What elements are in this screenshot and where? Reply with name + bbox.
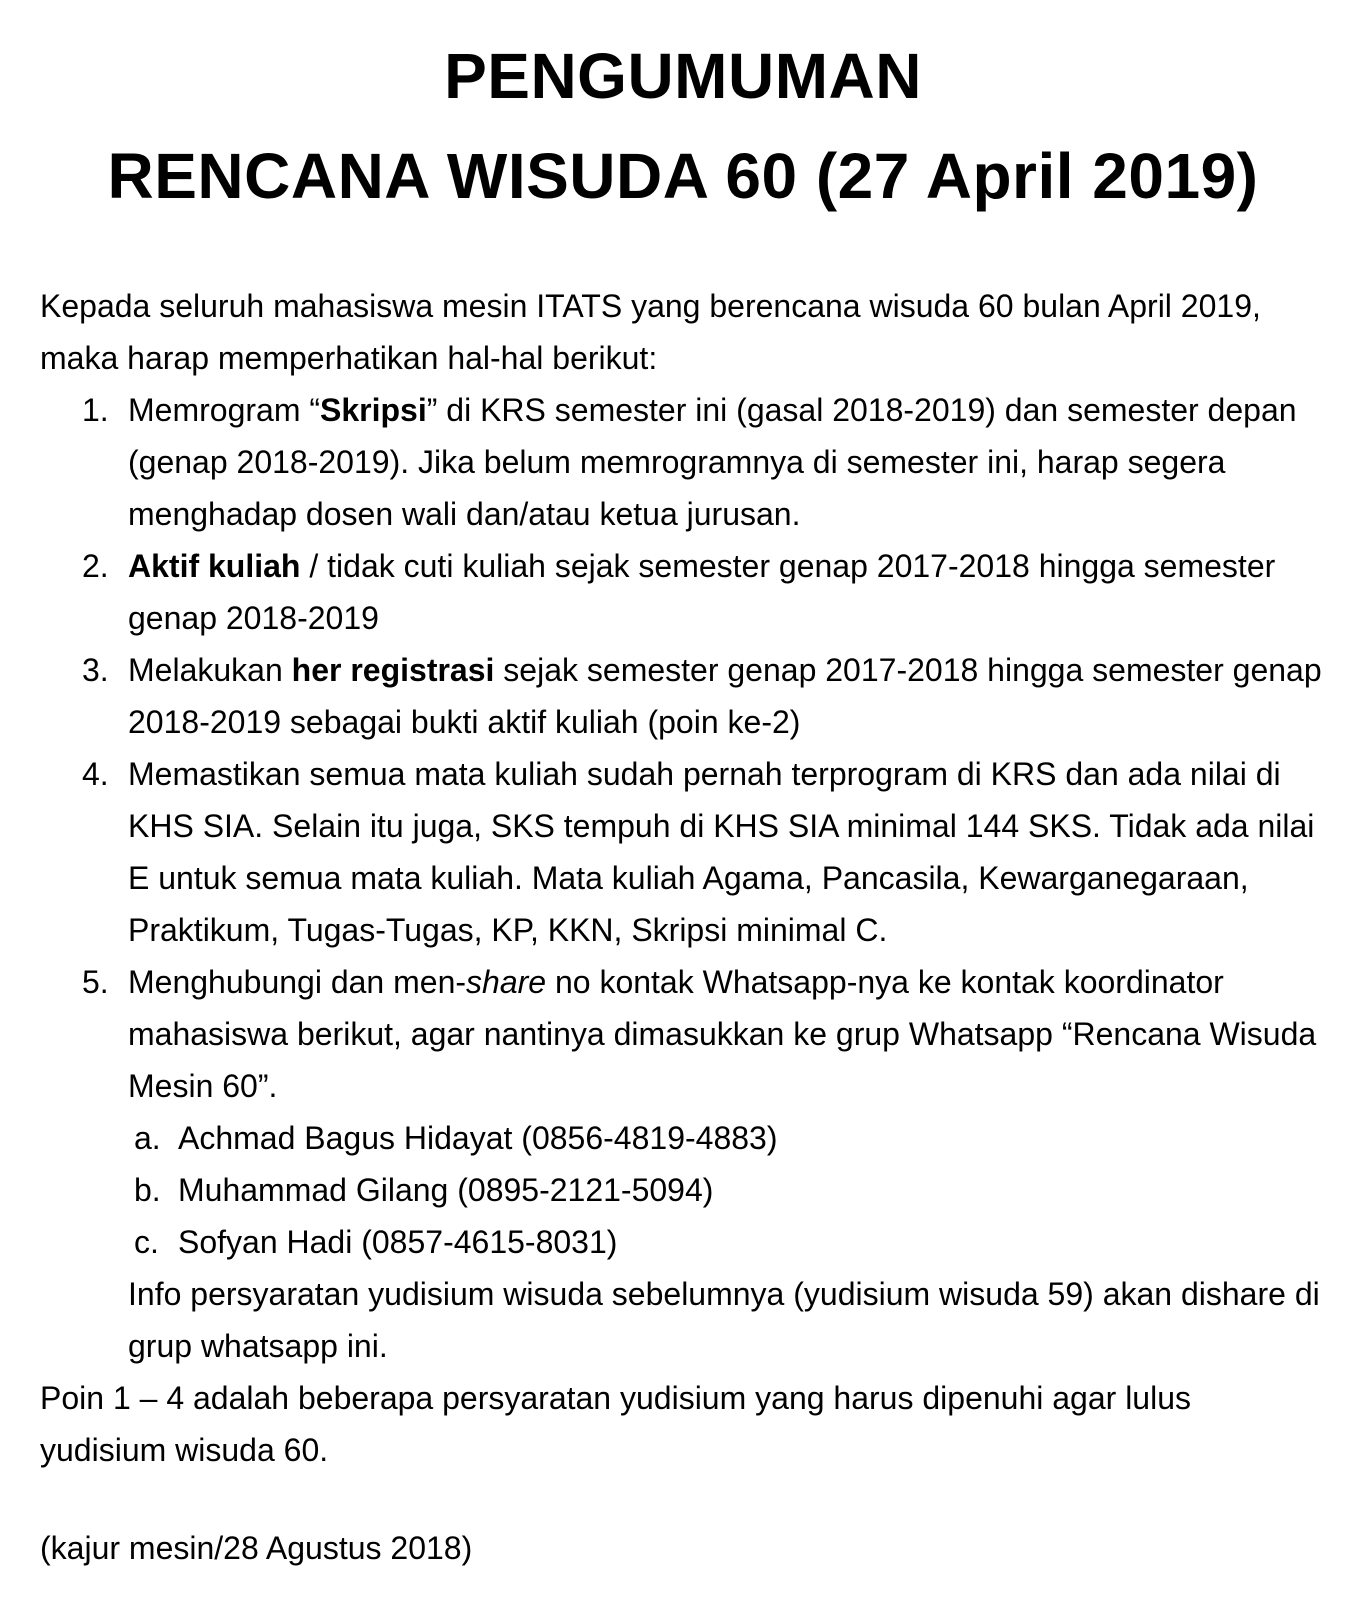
contact-list xyxy=(128,1112,1326,1268)
contact-letter: a. xyxy=(134,1120,161,1156)
list-item xyxy=(82,384,1326,540)
item-text-bold: Skripsi xyxy=(320,392,427,428)
contact-item xyxy=(134,1112,1326,1164)
item-text-bold: her registrasi xyxy=(291,652,495,688)
item-text-pre: Melakukan xyxy=(128,652,292,688)
contact-text: Sofyan Hadi (0857-4615-8031) xyxy=(178,1224,618,1260)
closing-paragraph: Poin 1 – 4 adalah beberapa persyaratan yudisium yang harus dipenuhi agar lulus yudisium wisuda 60. xyxy=(40,1380,1191,1468)
item-number: 3. xyxy=(82,652,109,688)
signature-line: (kajur mesin/28 Agustus 2018) xyxy=(40,1530,473,1566)
item-text-post: / tidak cuti kuliah sejak semester genap 2017-2018 hingga semester genap 2018-2019 xyxy=(128,548,1276,636)
item-text-pre: Menghubungi dan men- xyxy=(128,964,467,1000)
item-number: 5. xyxy=(82,964,109,1000)
item-text-italic: share xyxy=(466,964,547,1000)
item-text-post: no kontak Whatsapp-nya ke kontak koordinator mahasiswa berikut, agar nantinya dimasukkan ke grup Whatsapp “Rencana Wisuda Mesin 60”. xyxy=(128,964,1317,1104)
announcement-title xyxy=(40,30,1326,222)
whatsapp-note: Info persyaratan yudisium wisuda sebelumnya (yudisium wisuda 59) akan dishare di grup whatsapp ini. xyxy=(128,1276,1320,1364)
item-number: 2. xyxy=(82,548,109,584)
contact-item xyxy=(134,1216,1326,1268)
item-text: Memastikan semua mata kuliah sudah pernah terprogram di KRS dan ada nilai di KHS SIA. Selain itu juga, SKS tempuh di KHS SIA minimal 144 SKS. Tidak ada nilai E untuk semua mata kuliah. Mata kuliah Agama, Pancasila, Kewarganegaraan, Praktikum, Tugas-Tugas, KP, KKN, Skripsi minimal C. xyxy=(128,756,1315,948)
announcement-body xyxy=(40,280,1326,1574)
requirements-list xyxy=(40,384,1326,1372)
contact-letter: b. xyxy=(134,1172,161,1208)
item-number: 4. xyxy=(82,756,109,792)
list-item xyxy=(82,956,1326,1372)
item-text-post: sejak semester genap 2017-2018 hingga semester genap 2018-2019 sebagai bukti aktif kuliah (poin ke-2) xyxy=(128,652,1322,740)
item-text-pre: Memrogram “ xyxy=(128,392,321,428)
title-line-1: PENGUMUMAN xyxy=(444,40,922,112)
contact-text: Muhammad Gilang (0895-2121-5094) xyxy=(178,1172,714,1208)
list-item xyxy=(82,748,1326,956)
item-text-post: ” di KRS semester ini (gasal 2018-2019) dan semester depan (genap 2018-2019). Jika belum memrogramnya di semester ini, harap segera menghadap dosen wali dan/atau ketua jurusan. xyxy=(128,392,1297,532)
item-number: 1. xyxy=(82,392,109,428)
title-line-2: RENCANA WISUDA 60 (27 April 2019) xyxy=(107,140,1259,212)
list-item xyxy=(82,540,1326,644)
item-text-bold: Aktif kuliah xyxy=(128,548,301,584)
contact-text: Achmad Bagus Hidayat (0856-4819-4883) xyxy=(178,1120,778,1156)
list-item xyxy=(82,644,1326,748)
contact-item xyxy=(134,1164,1326,1216)
intro-paragraph: Kepada seluruh mahasiswa mesin ITATS yang berencana wisuda 60 bulan April 2019, maka harap memperhatikan hal-hal berikut: xyxy=(40,288,1261,376)
contact-letter: c. xyxy=(134,1224,159,1260)
